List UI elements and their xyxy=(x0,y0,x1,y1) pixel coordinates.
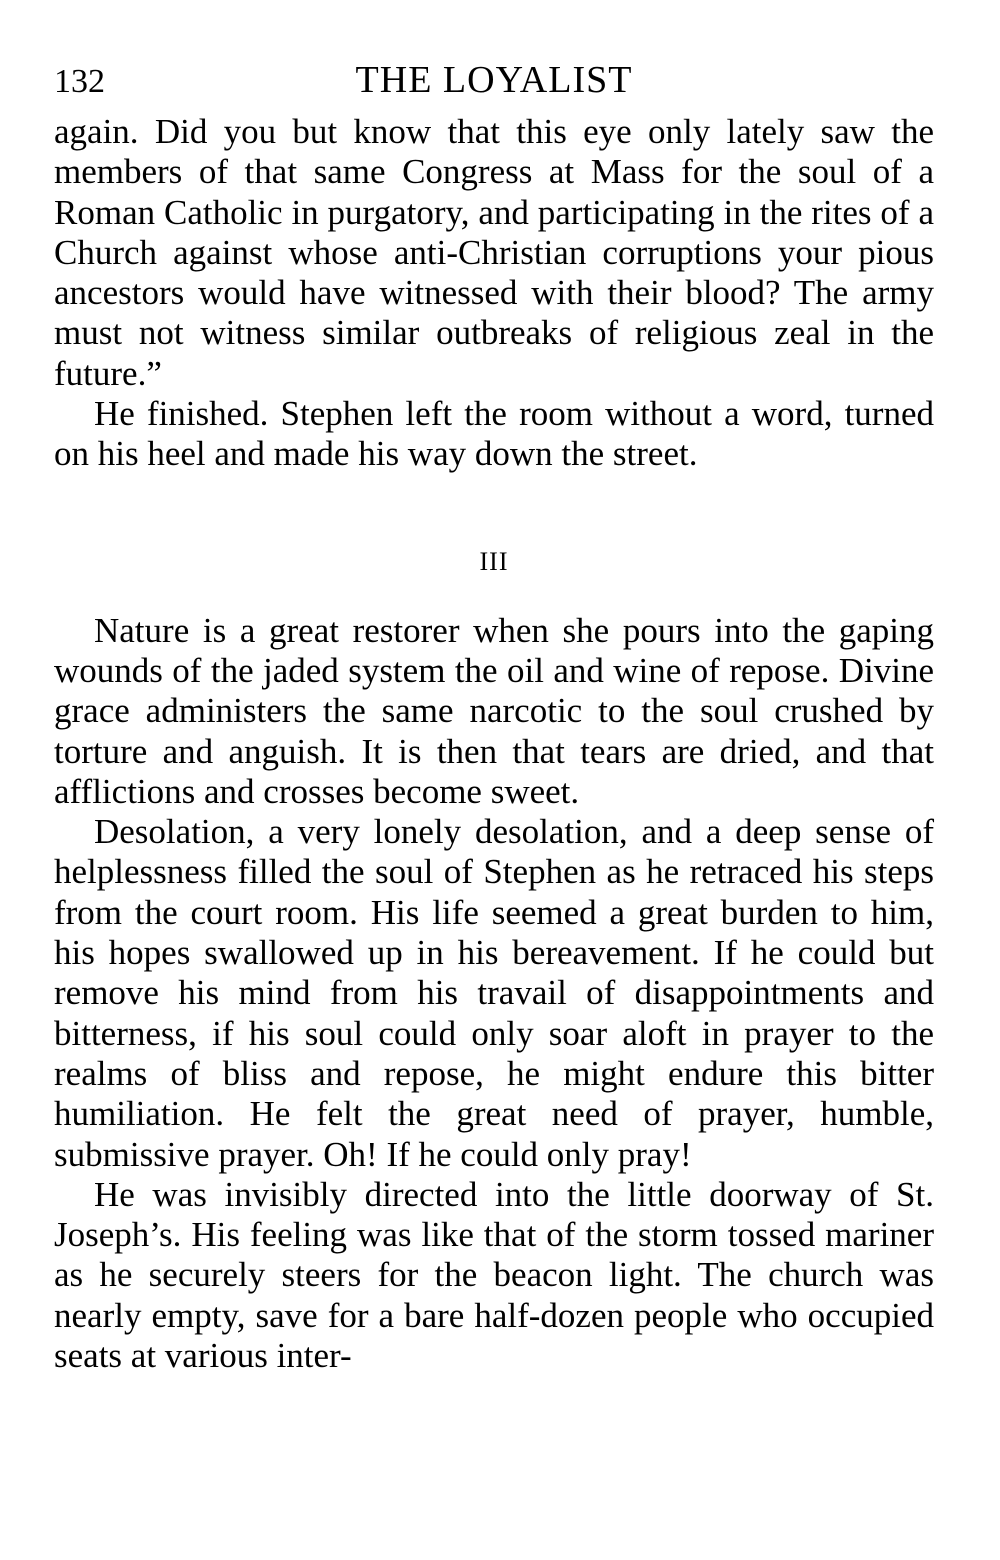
paragraph-continued: again. Did you but know that this eye only lately saw the members of that same Congress at Mass for the soul of a Roman Catholic in purgatory, and participating in the rites of a Church against whose anti-Christian corruptions your pious ancestors would have witnessed with their blood? The army must not witness similar outbreaks of religious zeal in the future.” xyxy=(54,112,934,393)
book-title: THE LOYALIST xyxy=(355,59,633,101)
section-number: III xyxy=(479,546,509,576)
running-head xyxy=(54,56,934,112)
paragraph: He finished. Stephen left the room without a word, turned on his heel and made his way down the street. xyxy=(54,394,934,474)
book-page xyxy=(54,56,934,1526)
paragraph: He was invisibly directed into the little doorway of St. Joseph’s. His feeling was like that of the storm tossed mariner as he securely steers for the beacon light. The church was nearly empty, save for a bare half-dozen people who occupied seats at various inter- xyxy=(54,1174,934,1376)
page-number: 132 xyxy=(54,63,105,100)
body-text xyxy=(54,112,934,1376)
paragraph: Nature is a great restorer when she pours into the gaping wounds of the jaded system the oil and wine of repose. Divine grace administers the same narcotic to the soul crushed by torture and anguish. It is then that tears are dried, and that afflictions and crosses become sweet. xyxy=(54,610,934,811)
paragraph: Desolation, a very lonely desolation, and a deep sense of helplessness filled the soul of Stephen as he retraced his steps from the court room. His life seemed a great burden to him, his hopes swallowed up in his bereavement. If he could but remove his mind from his travail of disappointments and bitterness, if his soul could only soar aloft in prayer to the realms of bliss and repose, he might endure this bitter humiliation. He felt the great need of prayer, humble, submissive prayer. Oh! If he could only pray! xyxy=(54,812,934,1174)
section-spacer xyxy=(54,475,934,547)
